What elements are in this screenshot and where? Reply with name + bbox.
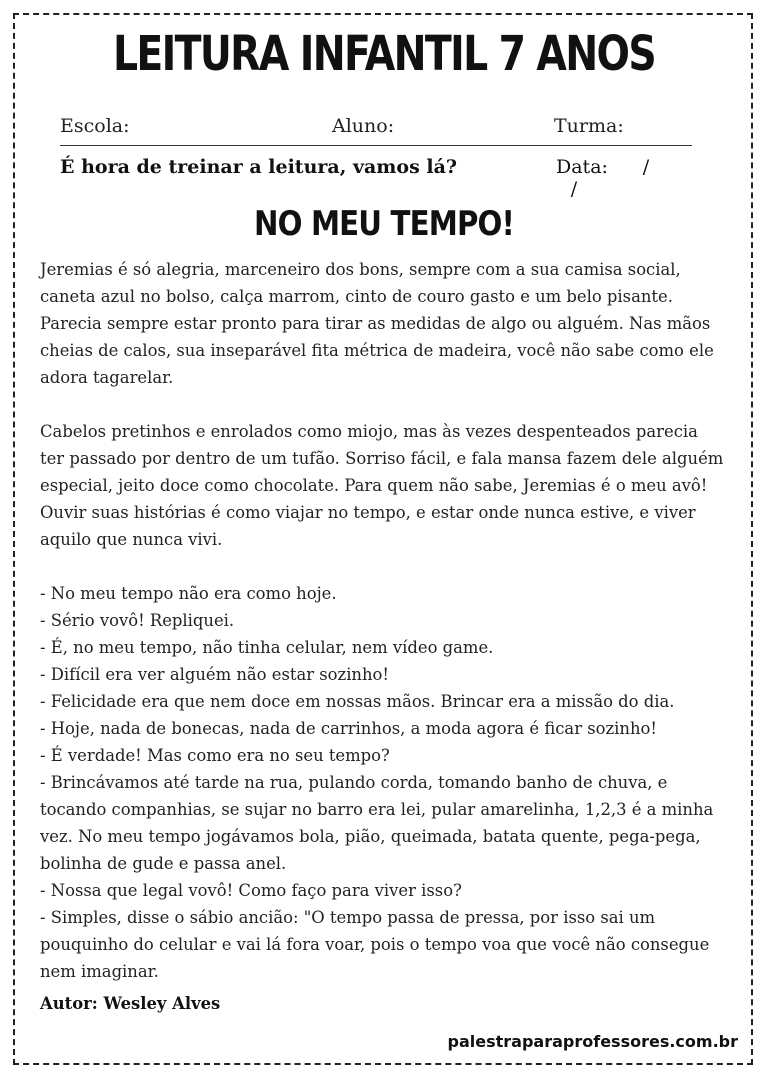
dialogue-line: - É, no meu tempo, não tinha celular, nem vídeo game. — [40, 638, 494, 657]
student-label: Aluno: — [332, 115, 395, 137]
text-line: especial, jeito doce como chocolate. Para quem não sabe, Jeremias é o meu avô! — [40, 476, 708, 495]
text-line: cheias de calos, sua inseparável fita métrica de madeira, você não sabe como ele — [40, 341, 714, 360]
dialogue-line: - Difícil era ver alguém não estar sozinho! — [40, 665, 389, 684]
dialogue-line: - Hoje, nada de bonecas, nada de carrinhos, a moda agora é ficar sozinho! — [40, 719, 657, 738]
text-line: caneta azul no bolso, calça marrom, cinto de couro gasto e um belo pisante. — [40, 287, 673, 306]
story-title: NO MEU TEMPO! — [254, 204, 514, 244]
date-separator: / — [570, 178, 578, 200]
author-credit: Autor: Wesley Alves — [40, 994, 221, 1013]
dialogue-line: tocando companhias, se sujar no barro era lei, pular amarelinha, 1,2,3 é a minha — [40, 800, 714, 819]
student-info-row — [60, 113, 692, 146]
page-title: LEITURA INFANTIL 7 ANOS — [112, 26, 656, 82]
school-label: Escola: — [60, 115, 130, 137]
dialogue-line: - É verdade! Mas como era no seu tempo? — [40, 746, 390, 765]
dialogue-block — [40, 580, 740, 985]
date-field — [556, 156, 692, 200]
story-body — [40, 256, 740, 985]
text-line: Parecia sempre estar pronto para tirar as medidas de algo ou alguém. Nas mãos — [40, 314, 711, 333]
text-line: adora tagarelar. — [40, 368, 174, 387]
paragraph-1 — [40, 256, 740, 391]
dialogue-line: - Simples, disse o sábio ancião: "O tempo passa de pressa, por isso sai um — [40, 908, 656, 927]
dialogue-line: pouquinho do celular e vai lá fora voar, pois o tempo voa que você não consegue — [40, 935, 710, 954]
text-line: aquilo que nunca vivi. — [40, 530, 223, 549]
class-label: Turma: — [554, 115, 624, 137]
dialogue-line: - Brincávamos até tarde na rua, pulando corda, tomando banho de chuva, e — [40, 773, 668, 792]
reading-prompt: É hora de treinar a leitura, vamos lá? — [60, 156, 458, 178]
dialogue-line: nem imaginar. — [40, 962, 159, 981]
prompt-row — [60, 156, 692, 200]
dialogue-line: - Sério vovô! Repliquei. — [40, 611, 235, 630]
paragraph-2 — [40, 418, 740, 553]
text-line: Jeremias é só alegria, marceneiro dos bons, sempre com a sua camisa social, — [40, 260, 681, 279]
dialogue-line: - No meu tempo não era como hoje. — [40, 584, 337, 603]
dialogue-line: - Felicidade era que nem doce em nossas mãos. Brincar era a missão do dia. — [40, 692, 675, 711]
text-line: Ouvir suas histórias é como viajar no tempo, e estar onde nunca estive, e viver — [40, 503, 696, 522]
text-line: ter passado por dentro de um tufão. Sorriso fácil, e fala mansa fazem dele alguém — [40, 449, 724, 468]
dialogue-line: vez. No meu tempo jogávamos bola, pião, queimada, batata quente, pega-pega, — [40, 827, 701, 846]
date-separator: / — [642, 156, 650, 178]
dialogue-line: - Nossa que legal vovô! Como faço para viver isso? — [40, 881, 462, 900]
date-label: Data: — [556, 156, 608, 178]
website-footer: palestraparaprofessores.com.br — [447, 1032, 738, 1051]
text-line: Cabelos pretinhos e enrolados como miojo, mas às vezes despenteados parecia — [40, 422, 698, 441]
dialogue-line: bolinha de gude e passa anel. — [40, 854, 287, 873]
